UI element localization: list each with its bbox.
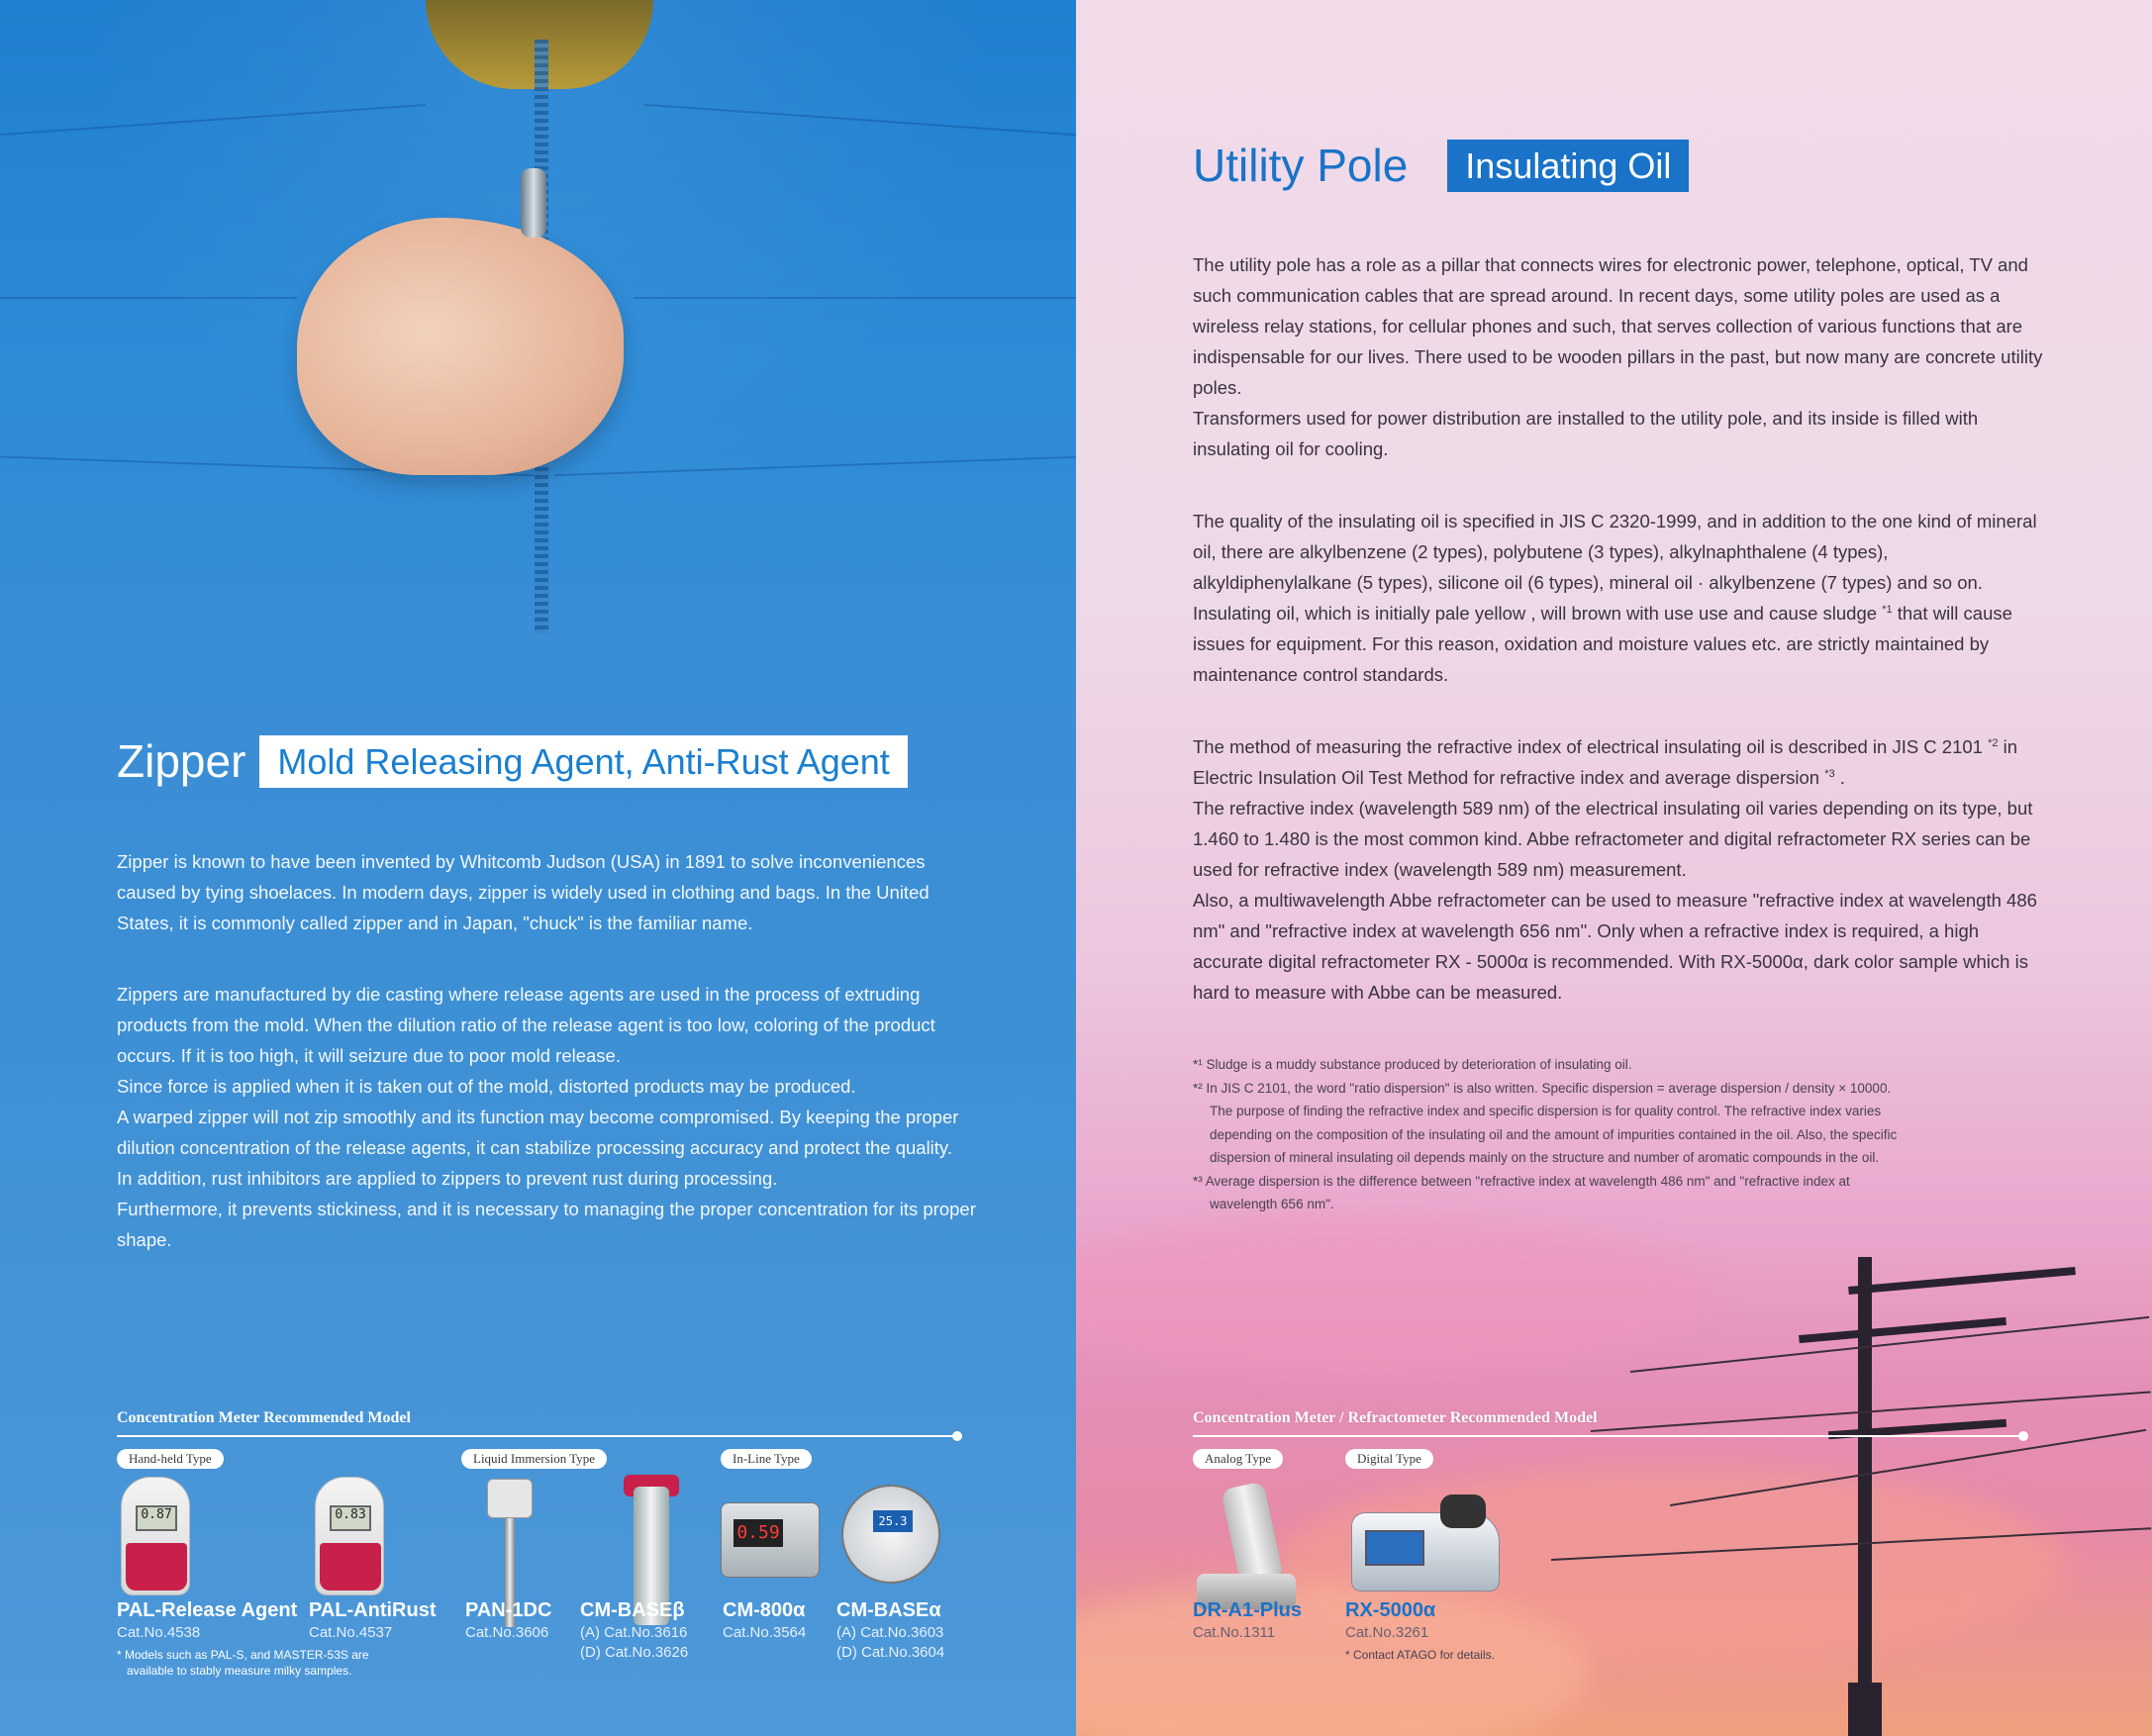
rx-5000-alpha-image: [1351, 1493, 1500, 1591]
product-cat: Cat.No.3261: [1345, 1624, 1429, 1641]
footnote-line: dispersion of mineral insulating oil depends mainly on the structure and number of aromatic compounds in the oil.: [1210, 1150, 1880, 1165]
note-line: available to stably measure milky samples.: [127, 1664, 352, 1678]
product-name: PAL-Release Agent: [117, 1599, 298, 1621]
device-readout: 0.83: [330, 1505, 371, 1531]
product-name: CM-800α: [723, 1599, 806, 1621]
device-readout: 0.87: [136, 1505, 177, 1531]
paragraph-text: that will cause issues for equipment. For this reason, oxidation and moisture values etc. are strictly maintained by maintenance control standards.: [1193, 603, 2012, 685]
paragraph-text: in Electric Insulation Oil Test Method for refractive index and average dispersion: [1193, 736, 2018, 788]
section-label: Concentration Meter / Refractometer Recommended Model: [1193, 1409, 1598, 1426]
note-line: * Models such as PAL-S, and MASTER-53S are: [117, 1648, 369, 1662]
footnote-line: The purpose of finding the refractive index and specific dispersion is for quality control. The refractive index varies: [1210, 1104, 1882, 1118]
cm-800-alpha-image: [721, 1502, 820, 1578]
product-cat: Cat.No.4538: [117, 1624, 201, 1641]
footnote-line: *¹ Sludge is a muddy substance produced by deterioration of insulating oil.: [1193, 1057, 1632, 1072]
type-pill-inline: In-Line Type: [721, 1449, 812, 1469]
paragraph-text: The refractive index (wavelength 589 nm) of the electrical insulating oil varies depending on its type, but 1.460 to 1.480 is the most common kind. Abbe refractometer and digital refractometer RX series can be used for refractive index (wavelength 589 nm) measurement.: [1193, 798, 2033, 880]
pal-antirust-image: [315, 1477, 384, 1595]
product-cat: (A) Cat.No.3603: [836, 1624, 944, 1641]
page-title: Utility Pole: [1193, 140, 1409, 191]
paragraph-text: Since force is applied when it is taken out of the mold, distorted products may be produced.: [117, 1076, 856, 1097]
pole-paragraph-2: [1193, 506, 2044, 690]
footnote-line: *² In JIS C 2101, the word "ratio dispersion" is also written. Specific dispersion = average dispersion / density × 10000.: [1193, 1080, 1892, 1096]
type-pill-immersion: Liquid Immersion Type: [461, 1449, 607, 1469]
product-cat: (D) Cat.No.3626: [580, 1644, 689, 1661]
model-note: * Contact ATAGO for details.: [1345, 1648, 1495, 1662]
type-pill-analog: Analog Type: [1193, 1449, 1283, 1469]
footnote-ref: *3: [1824, 767, 1835, 780]
zipper-paragraph-2: [117, 979, 988, 1255]
product-cat: Cat.No.3564: [723, 1624, 807, 1641]
footnote-ref: *2: [1988, 736, 1999, 749]
product-cat: Cat.No.3606: [465, 1624, 549, 1641]
product-cat: (D) Cat.No.3604: [836, 1644, 945, 1661]
paragraph-text: The utility pole has a role as a pillar that connects wires for electronic power, telephone, optical, TV and such communication cables that are spread around. In recent days, some utility poles are used as a wireless relay stations, for cellular phones and such, that serves collection of various functions that are indispensable for our lives. There used to be wooden pillars in the past, but now many are concrete utility poles.: [1193, 254, 2043, 398]
footnote-line: *³ Average dispersion is the difference between "refractive index at wavelength 486 nm" and "refractive index at: [1193, 1173, 1850, 1189]
device-readout: 0.59: [734, 1519, 783, 1547]
hand-image: [297, 218, 624, 475]
footnote-ref: *1: [1882, 603, 1893, 616]
pole-paragraph-1: [1193, 249, 2044, 464]
title-box: Mold Releasing Agent, Anti-Rust Agent: [259, 735, 907, 788]
product-name: PAL-AntiRust: [309, 1599, 437, 1621]
paragraph-text: Zippers are manufactured by die casting where release agents are used in the process of extruding products from the mold. When the dilution ratio of the release agent is too low, coloring of the product occurs. If it is too high, it will seizure due to poor mold release.: [117, 984, 935, 1066]
product-name: CM-BASEα: [836, 1599, 941, 1621]
paragraph-text: Transformers used for power distribution are installed to the utility pole, and its inside is filled with insulating oil for cooling.: [1193, 408, 1979, 459]
pal-release-agent-image: [121, 1477, 190, 1595]
footnote-line: depending on the composition of the insulating oil and the amount of impurities contained in the oil. Also, the specific: [1210, 1126, 1898, 1142]
dr-a1-plus-image: [1197, 1475, 1296, 1613]
zipper-paragraph-1: [117, 846, 988, 938]
zipper-jacket-photo: [0, 0, 1076, 653]
paragraph-text: Furthermore, it prevents stickiness, and it is necessary to managing the proper concentration for its proper shape.: [117, 1199, 976, 1250]
paragraph-text: The quality of the insulating oil is specified in JIS C 2320-1999, and in addition to the one kind of mineral oil, there are alkylbenzene (2 types), polybutene (3 types), alkylnaphthalene (4 types), alkyldiphenylalkane (5 types), silicone oil (6 types), mineral oil · alkylbenzene (7 types) and so on. Insulating oil, which is initially pale yellow , will brown with use use and cause sludge: [1193, 511, 2037, 624]
product-cat: (A) Cat.No.3616: [580, 1624, 688, 1641]
zipper-title-row: [117, 734, 908, 788]
zipper-pull: [521, 168, 546, 238]
product-cat: Cat.No.4537: [309, 1624, 393, 1641]
paragraph-text: In addition, rust inhibitors are applied to zippers to prevent rust during processing.: [117, 1168, 778, 1189]
footnotes: [1193, 1053, 2064, 1216]
utility-pole-title-row: [1193, 139, 1689, 192]
product-name: PAN-1DC: [465, 1599, 552, 1621]
title-box: Insulating Oil: [1447, 140, 1689, 192]
product-name: DR-A1-Plus: [1193, 1599, 1303, 1621]
product-name: RX-5000α: [1345, 1599, 1436, 1621]
cm-base-alpha-image: [841, 1485, 940, 1584]
paragraph-text: .: [1834, 767, 1845, 788]
footnote-line: wavelength 656 nm".: [1210, 1197, 1334, 1211]
section-label: Concentration Meter Recommended Model: [117, 1409, 411, 1426]
type-pill-handheld: Hand-held Type: [117, 1449, 224, 1469]
product-cat: Cat.No.1311: [1193, 1624, 1276, 1641]
type-pill-digital: Digital Type: [1345, 1449, 1433, 1469]
right-page-utility-pole: [1076, 0, 2152, 1736]
paragraph-text: A warped zipper will not zip smoothly and its function may become compromised. By keeping the proper dilution concentration of the release agents, it can stabilize processing accuracy and protect the quality.: [117, 1107, 959, 1158]
pole-paragraph-3: [1193, 731, 2044, 1008]
section-rule: [117, 1435, 958, 1437]
page-title: Zipper: [117, 735, 246, 787]
model-note: [117, 1647, 369, 1679]
paragraph-text: Also, a multiwavelength Abbe refractometer can be used to measure "refractive index at wavelength 486 nm" and "refractive index at wavelength 656 nm". Only when a refractive index is required, a high accurate digital refractometer RX - 5000α is recommended. With RX-5000α, dark color sample which is hard to measure with Abbe can be measured.: [1193, 890, 2037, 1003]
product-name: CM-BASEβ: [580, 1599, 685, 1621]
section-rule: [1193, 1435, 2024, 1437]
device-readout: 25.3: [873, 1510, 913, 1532]
paragraph-text: Zipper is known to have been invented by Whitcomb Judson (USA) in 1891 to solve inconveniences caused by tying shoelaces. In modern days, zipper is widely used in clothing and bags. In the United States, it is commonly called zipper and in Japan, "chuck" is the familiar name.: [117, 851, 929, 933]
paragraph-text: The method of measuring the refractive index of electrical insulating oil is described in JIS C 2101: [1193, 736, 1989, 757]
